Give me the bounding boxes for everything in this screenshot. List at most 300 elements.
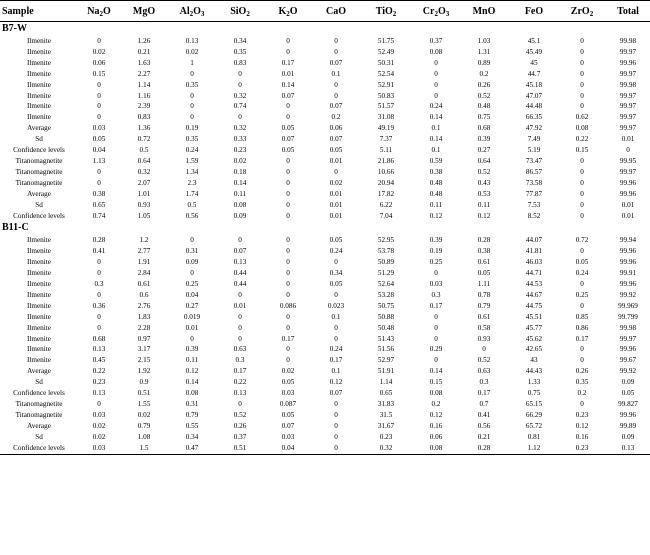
- cell-cao: 0.1: [331, 69, 341, 78]
- cell-feo: 44.71: [525, 269, 543, 278]
- cell-tio2: 52.95: [377, 236, 395, 245]
- header-row: [0, 1, 650, 22]
- cell-cr2o3: 0.14: [429, 113, 443, 122]
- row-label: Ilmenite: [27, 247, 51, 256]
- cell-cr2o3: 0.29: [429, 345, 443, 354]
- cell-cr2o3: 0.08: [429, 47, 443, 56]
- cell-zro2: 0.16: [575, 432, 589, 441]
- cell-sio2: 0: [238, 236, 242, 245]
- row-label: Ilmenite: [27, 80, 51, 89]
- cell-total: 0.01: [621, 135, 635, 144]
- cell-na2o: 0: [97, 102, 101, 111]
- table-row: [0, 47, 650, 58]
- cell-cao: 0: [334, 37, 338, 45]
- row-label: Titanomagnetite: [15, 167, 63, 176]
- cell-total: 0.09: [621, 432, 635, 441]
- cell-zro2: 0: [580, 102, 584, 111]
- cell-tio2: 53.28: [377, 290, 395, 299]
- cell-tio2: 0.65: [379, 389, 393, 398]
- cell-zro2: 0.86: [575, 323, 589, 332]
- row-label: Ilmenite: [27, 37, 51, 45]
- cell-tio2: 7.37: [379, 135, 393, 144]
- cell-mgo: 0.02: [137, 410, 151, 419]
- cell-al2o3: 0.27: [185, 301, 199, 310]
- cell-mno: 0.3: [479, 378, 489, 387]
- row-label: Titanomagnetite: [15, 178, 63, 187]
- cell-sio2: 0.11: [233, 189, 247, 198]
- cell-na2o: 0: [97, 167, 101, 176]
- cell-feo: 46.03: [525, 258, 543, 267]
- row-label: Confidence levels: [13, 211, 65, 220]
- cell-k2o: 0.086: [279, 301, 297, 310]
- cell-cao: 0.05: [329, 236, 343, 245]
- cell-sio2: 0.51: [216, 443, 264, 454]
- cell-zro2: 0: [580, 69, 584, 78]
- cell-zro2: 0.62: [575, 113, 589, 122]
- cell-cao: 0.07: [329, 135, 343, 144]
- cell-na2o: 0: [97, 37, 101, 45]
- cell-tio2: 51.29: [377, 269, 395, 278]
- cell-cr2o3: 0: [434, 269, 438, 278]
- cell-cao: 0: [334, 47, 338, 56]
- cell-feo: 44.53: [525, 280, 543, 289]
- cell-total: 0.13: [604, 443, 650, 454]
- cell-tio2: 10.66: [377, 167, 395, 176]
- cell-na2o: 0: [97, 80, 101, 89]
- group-label: B7-W: [2, 23, 27, 34]
- cell-mgo: 1.26: [137, 37, 151, 45]
- table-row: [0, 388, 650, 399]
- row-label: Ilmenite: [27, 280, 51, 289]
- table-row: [0, 167, 650, 178]
- cell-tio2: 51.75: [377, 37, 395, 45]
- cell-cr2o3: 0.19: [429, 247, 443, 256]
- column-header-tio2: TiO$_2$: [360, 1, 412, 22]
- table-row: [0, 257, 650, 268]
- cell-total: 99.96: [619, 58, 637, 67]
- cell-al2o3: 1: [190, 58, 194, 67]
- column-header-feo: FeO: [508, 1, 560, 22]
- cell-mgo: 0.83: [137, 113, 151, 122]
- cell-al2o3: 0: [190, 236, 194, 245]
- cell-mno: 0.28: [460, 443, 508, 454]
- cell-feo: 7.53: [527, 200, 541, 209]
- table-row: [0, 235, 650, 246]
- cell-mgo: 1.83: [137, 312, 151, 321]
- cell-tio2: 7.04: [379, 211, 393, 220]
- cell-na2o: 0.36: [92, 301, 106, 310]
- cell-total: 99.97: [619, 69, 637, 78]
- cell-total: 99.827: [618, 400, 638, 408]
- cell-total: 99.969: [618, 301, 638, 310]
- cell-cao: 0: [334, 432, 338, 441]
- cell-feo: 0.81: [527, 432, 541, 441]
- row-label: Average: [27, 189, 51, 198]
- cell-sio2: 0.01: [233, 301, 247, 310]
- cell-al2o3: 0.35: [185, 80, 199, 89]
- cell-mno: 0.52: [477, 356, 491, 365]
- cell-cr2o3: 0: [434, 69, 438, 78]
- column-header-zro2: ZrO$_2$: [560, 1, 604, 22]
- cell-k2o: 0.03: [281, 389, 295, 398]
- cell-sio2: 0.09: [233, 211, 247, 220]
- cell-k2o: 0: [286, 356, 290, 365]
- cell-zro2: 0: [580, 167, 584, 176]
- cell-feo: 41.81: [525, 247, 543, 256]
- cell-tio2: 51.91: [377, 367, 395, 376]
- cell-total: 99.97: [619, 167, 637, 176]
- cell-k2o: 0: [286, 47, 290, 56]
- cell-feo: 45.51: [525, 312, 543, 321]
- cell-mno: 0.61: [477, 312, 491, 321]
- cell-sio2: 0.44: [233, 269, 247, 278]
- row-label: Titanomagnetite: [15, 410, 63, 419]
- row-label: Ilmenite: [27, 91, 51, 100]
- cell-feo: 44.43: [525, 367, 543, 376]
- cell-al2o3: 2.3: [187, 178, 197, 187]
- cell-zro2: 0: [580, 345, 584, 354]
- row-label: Ilmenite: [27, 236, 51, 245]
- cell-al2o3: 0: [190, 91, 194, 100]
- cell-sio2: 0.37: [233, 432, 247, 441]
- cell-sio2: 0.22: [233, 378, 247, 387]
- cell-mgo: 1.36: [137, 124, 151, 133]
- cell-mno: 0.41: [477, 410, 491, 419]
- cell-feo: 73.58: [525, 178, 543, 187]
- cell-cao: 0.05: [329, 280, 343, 289]
- cell-mno: 0.89: [477, 58, 491, 67]
- column-header-mgo: MgO: [120, 1, 168, 22]
- cell-mno: 0.2: [479, 69, 489, 78]
- cell-cao: 0.2: [331, 113, 341, 122]
- cell-k2o: 0: [286, 280, 290, 289]
- cell-tio2: 52.97: [377, 356, 395, 365]
- cell-zro2: 0.25: [575, 290, 589, 299]
- cell-al2o3: 0.01: [185, 323, 199, 332]
- cell-mno: 0.28: [477, 236, 491, 245]
- cell-na2o: 0: [97, 323, 101, 332]
- row-label: Ilmenite: [27, 323, 51, 332]
- cell-cao: 0: [334, 258, 338, 267]
- cell-cr2o3: 0.12: [429, 410, 443, 419]
- cell-mno: 0.27: [477, 146, 491, 155]
- cell-mgo: 1.01: [137, 189, 151, 198]
- cell-zro2: 0.12: [575, 421, 589, 430]
- cell-mgo: 3.17: [137, 345, 151, 354]
- table-row: [0, 377, 650, 388]
- cell-sio2: 0.13: [233, 258, 247, 267]
- cell-cr2o3: 0: [434, 323, 438, 332]
- cell-total: 0.09: [621, 378, 635, 387]
- row-label: Sd: [35, 135, 43, 144]
- cell-total: 99.98: [619, 37, 637, 45]
- cell-al2o3: 0.24: [185, 146, 199, 155]
- group-row: [0, 22, 650, 37]
- cell-feo: 77.87: [525, 189, 543, 198]
- row-label: Titanomagnetite: [15, 400, 63, 408]
- cell-na2o: 0.05: [92, 135, 106, 144]
- cell-al2o3: 0.79: [185, 410, 199, 419]
- cell-mgo: 0.21: [137, 47, 151, 56]
- table-row: [0, 123, 650, 134]
- cell-na2o: 0: [97, 400, 101, 408]
- cell-cao: 0.01: [329, 189, 343, 198]
- table-row: [0, 279, 650, 290]
- cell-total: 99.97: [619, 334, 637, 343]
- cell-cao: 0: [334, 421, 338, 430]
- cell-al2o3: 1.74: [185, 189, 199, 198]
- cell-cr2o3: 0.37: [429, 37, 443, 45]
- cell-cr2o3: 0.12: [429, 211, 443, 220]
- cell-tio2: 52.64: [377, 280, 395, 289]
- cell-na2o: 0.04: [92, 146, 106, 155]
- cell-mgo: 1.05: [137, 211, 151, 220]
- row-label: Ilmenite: [27, 345, 51, 354]
- cell-k2o: 0: [286, 247, 290, 256]
- cell-tio2: 31.83: [377, 400, 395, 408]
- cell-mgo: 1.92: [137, 367, 151, 376]
- row-label: Ilmenite: [27, 356, 51, 365]
- cell-tio2: 17.82: [377, 189, 395, 198]
- row-label: Ilmenite: [27, 113, 51, 122]
- cell-cao: 0.02: [329, 178, 343, 187]
- cell-tio2: 31.08: [377, 113, 395, 122]
- cell-na2o: 0.02: [92, 421, 106, 430]
- cell-tio2: 53.78: [377, 247, 395, 256]
- cell-k2o: 0: [286, 167, 290, 176]
- table-row: [0, 334, 650, 345]
- cell-feo: 45.77: [525, 323, 543, 332]
- cell-al2o3: 0.47: [168, 443, 216, 454]
- cell-tio2: 50.48: [377, 323, 395, 332]
- cell-cao: 0.07: [329, 389, 343, 398]
- cell-sio2: 0.02: [233, 156, 247, 165]
- cell-al2o3: 0.55: [185, 421, 199, 430]
- table-row: [0, 268, 650, 279]
- cell-tio2: 50.31: [377, 58, 395, 67]
- cell-k2o: 0.01: [281, 69, 295, 78]
- cell-k2o: 0.05: [281, 378, 295, 387]
- cell-al2o3: 0: [190, 102, 194, 111]
- cell-total: 99.96: [619, 280, 637, 289]
- cell-cr2o3: 0.1: [431, 146, 441, 155]
- cell-cr2o3: 0.38: [429, 167, 443, 176]
- cell-k2o: 0.05: [281, 124, 295, 133]
- cell-mno: 0.43: [477, 178, 491, 187]
- cell-cao: 0.01: [329, 156, 343, 165]
- table-row: [0, 156, 650, 167]
- cell-cr2o3: 0: [434, 80, 438, 89]
- cell-sio2: 0.52: [233, 410, 247, 419]
- row-label: Ilmenite: [27, 269, 51, 278]
- cell-total: 99.96: [619, 258, 637, 267]
- cell-k2o: 0: [286, 236, 290, 245]
- cell-al2o3: 0.019: [183, 312, 201, 321]
- cell-cr2o3: 0: [434, 58, 438, 67]
- column-header-al2o3: $Al_2O_3$: [168, 1, 216, 22]
- cell-tio2: 52.49: [377, 47, 395, 56]
- cell-al2o3: 0.5: [187, 200, 197, 209]
- cell-na2o: 0.23: [92, 378, 106, 387]
- cell-feo: 44.67: [525, 290, 543, 299]
- table-row: [0, 36, 650, 47]
- cell-na2o: 0.41: [92, 247, 106, 256]
- cell-tio2: 0.32: [360, 443, 412, 454]
- cell-zro2: 0: [580, 58, 584, 67]
- row-label: Ilmenite: [27, 290, 51, 299]
- cell-mgo: 0.51: [137, 389, 151, 398]
- cell-na2o: 0.03: [92, 124, 106, 133]
- cell-feo: 44.07: [525, 236, 543, 245]
- row-label: Confidence levels: [13, 389, 65, 398]
- cell-al2o3: 0: [190, 69, 194, 78]
- cell-mgo: 0.72: [137, 135, 151, 144]
- cell-zro2: 0.2: [577, 389, 587, 398]
- cell-al2o3: 0.09: [185, 258, 199, 267]
- cell-feo: 43: [530, 356, 538, 365]
- cell-mgo: 2.07: [137, 178, 151, 187]
- cell-na2o: 0: [97, 113, 101, 122]
- row-label: Confidence levels: [13, 146, 65, 155]
- cell-mno: 0.52: [477, 91, 491, 100]
- cell-mno: 0.64: [477, 156, 491, 165]
- row-label: Titanomagnetite: [15, 156, 63, 165]
- cell-sio2: 0: [238, 323, 242, 332]
- row-label: Average: [27, 421, 51, 430]
- cell-sio2: 0: [238, 80, 242, 89]
- cell-sio2: 0.32: [233, 91, 247, 100]
- cell-mgo: 1.16: [137, 91, 151, 100]
- cell-mno: 0.7: [479, 400, 489, 408]
- cell-cr2o3: 0.24: [429, 102, 443, 111]
- cell-mgo: 1.63: [137, 58, 151, 67]
- cell-zro2: 0.17: [575, 334, 589, 343]
- cell-zro2: 0: [580, 47, 584, 56]
- cell-total: 99.96: [619, 247, 637, 256]
- cell-feo: 73.47: [525, 156, 543, 165]
- cell-zro2: 0: [580, 211, 584, 220]
- cell-zro2: 0: [580, 280, 584, 289]
- cell-na2o: 0.28: [92, 236, 106, 245]
- cell-total: 99.97: [619, 124, 637, 133]
- cell-al2o3: 0.34: [185, 432, 199, 441]
- cell-k2o: 0.07: [281, 421, 295, 430]
- cell-k2o: 0: [286, 200, 290, 209]
- cell-feo: 45.49: [525, 47, 543, 56]
- cell-k2o: 0.03: [281, 432, 295, 441]
- row-label: Ilmenite: [27, 334, 51, 343]
- cell-al2o3: 0.08: [185, 389, 199, 398]
- cell-mgo: 0.64: [137, 156, 151, 165]
- cell-zro2: 0.08: [575, 124, 589, 133]
- cell-sio2: 0: [238, 290, 242, 299]
- cell-zro2: 0.05: [575, 258, 589, 267]
- column-header-cao: CaO: [312, 1, 360, 22]
- row-label: Ilmenite: [27, 258, 51, 267]
- cell-al2o3: 0: [190, 269, 194, 278]
- cell-total: 99.96: [619, 345, 637, 354]
- cell-total: 99.95: [619, 156, 637, 165]
- cell-mno: 0.78: [477, 290, 491, 299]
- cell-mgo: 1.08: [137, 432, 151, 441]
- cell-cr2o3: 0: [434, 91, 438, 100]
- cell-na2o: 0.02: [92, 432, 106, 441]
- cell-cr2o3: 0.06: [429, 432, 443, 441]
- cell-cao: 0: [334, 290, 338, 299]
- cell-mno: 0.17: [477, 389, 491, 398]
- cell-k2o: 0.14: [281, 80, 295, 89]
- row-label: Ilmenite: [27, 47, 51, 56]
- row-label: Ilmenite: [27, 58, 51, 67]
- row-label: Ilmenite: [27, 102, 51, 111]
- cell-cr2o3: 0: [434, 334, 438, 343]
- cell-k2o: 0: [286, 269, 290, 278]
- table-row: [0, 200, 650, 211]
- cell-k2o: 0: [286, 211, 290, 220]
- table-row: [0, 410, 650, 421]
- cell-zro2: 0.72: [575, 236, 589, 245]
- cell-mno: 0.79: [477, 301, 491, 310]
- cell-total: 99.96: [619, 189, 637, 198]
- cell-cao: 0.07: [329, 102, 343, 111]
- table-row: [0, 301, 650, 312]
- cell-total: 99.98: [619, 323, 637, 332]
- cell-al2o3: 0.14: [185, 378, 199, 387]
- cell-al2o3: 1.34: [185, 167, 199, 176]
- row-label: Sd: [35, 378, 43, 387]
- cell-k2o: 0.07: [281, 91, 295, 100]
- cell-cao: 0.17: [329, 356, 343, 365]
- cell-total: 99.97: [619, 47, 637, 56]
- cell-mgo: 0.79: [137, 421, 151, 430]
- cell-total: 99.97: [619, 102, 637, 111]
- cell-cao: 0.01: [329, 211, 343, 220]
- table-row: [0, 355, 650, 366]
- cell-zro2: 0: [580, 189, 584, 198]
- cell-k2o: 0: [286, 102, 290, 111]
- table-row: [0, 178, 650, 189]
- column-header-sio2: SiO$_2$: [216, 1, 264, 22]
- cell-al2o3: 0.31: [185, 400, 199, 408]
- cell-feo: 44.75: [525, 301, 543, 310]
- cell-zro2: 0: [580, 400, 584, 408]
- cell-al2o3: 0.56: [185, 211, 199, 220]
- cell-mno: 0.26: [477, 80, 491, 89]
- cell-mgo: 0.5: [139, 146, 149, 155]
- cell-al2o3: 0.31: [185, 247, 199, 256]
- row-label: Confidence levels: [0, 443, 78, 454]
- cell-cao: 0: [312, 443, 360, 454]
- cell-mno: 0.53: [477, 189, 491, 198]
- cell-tio2: 31.5: [379, 410, 393, 419]
- column-header-mno: MnO: [460, 1, 508, 22]
- cell-mno: 0.58: [477, 323, 491, 332]
- column-header-sample: Sample: [0, 1, 78, 22]
- cell-total: 99.97: [619, 113, 637, 122]
- cell-mgo: 2.84: [137, 269, 151, 278]
- cell-total: 99.94: [619, 236, 637, 245]
- cell-na2o: 0.03: [92, 410, 106, 419]
- table-body: [0, 22, 650, 455]
- cell-mno: 0.52: [477, 167, 491, 176]
- cell-tio2: 6.22: [379, 200, 393, 209]
- cell-total: 99.89: [619, 421, 637, 430]
- cell-sio2: 0.23: [233, 146, 247, 155]
- cell-zro2: 0: [580, 200, 584, 209]
- cell-zro2: 0.22: [575, 135, 589, 144]
- table-row: [0, 312, 650, 323]
- cell-mno: 0.05: [477, 269, 491, 278]
